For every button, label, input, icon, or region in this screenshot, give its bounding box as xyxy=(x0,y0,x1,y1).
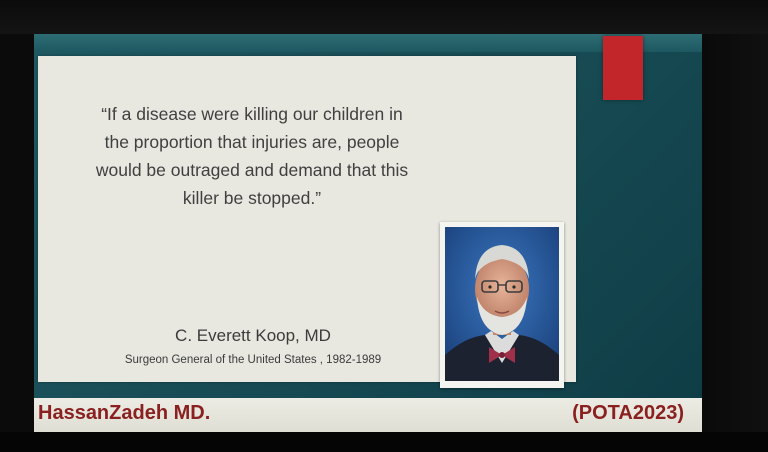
presentation-slide xyxy=(34,34,702,398)
quote-panel xyxy=(38,56,576,382)
slide-footer xyxy=(34,398,702,432)
portrait-photo xyxy=(445,227,559,381)
event-label: (POTA2023) xyxy=(572,402,684,424)
author-title: Surgeon General of the United States , 1982-1989 xyxy=(124,354,382,366)
quote-line: killer be stopped.” xyxy=(182,188,322,208)
left-black-edge xyxy=(0,34,34,434)
right-black-edge xyxy=(702,34,768,434)
slide-top-strip xyxy=(34,34,702,52)
red-accent-block xyxy=(603,36,643,100)
quote-line: would be outraged and demand that this xyxy=(95,160,409,180)
quote-line: “If a disease were killing our children in xyxy=(101,104,403,124)
quote-text xyxy=(52,100,452,212)
top-black-bar xyxy=(0,0,768,34)
quote-line: the proportion that injuries are, people xyxy=(104,132,400,152)
presenter-name: HassanZadeh MD. xyxy=(38,402,211,424)
author-name: C. Everett Koop, MD xyxy=(175,326,331,345)
portrait-frame xyxy=(440,222,564,388)
bottom-black-bar xyxy=(0,432,768,452)
